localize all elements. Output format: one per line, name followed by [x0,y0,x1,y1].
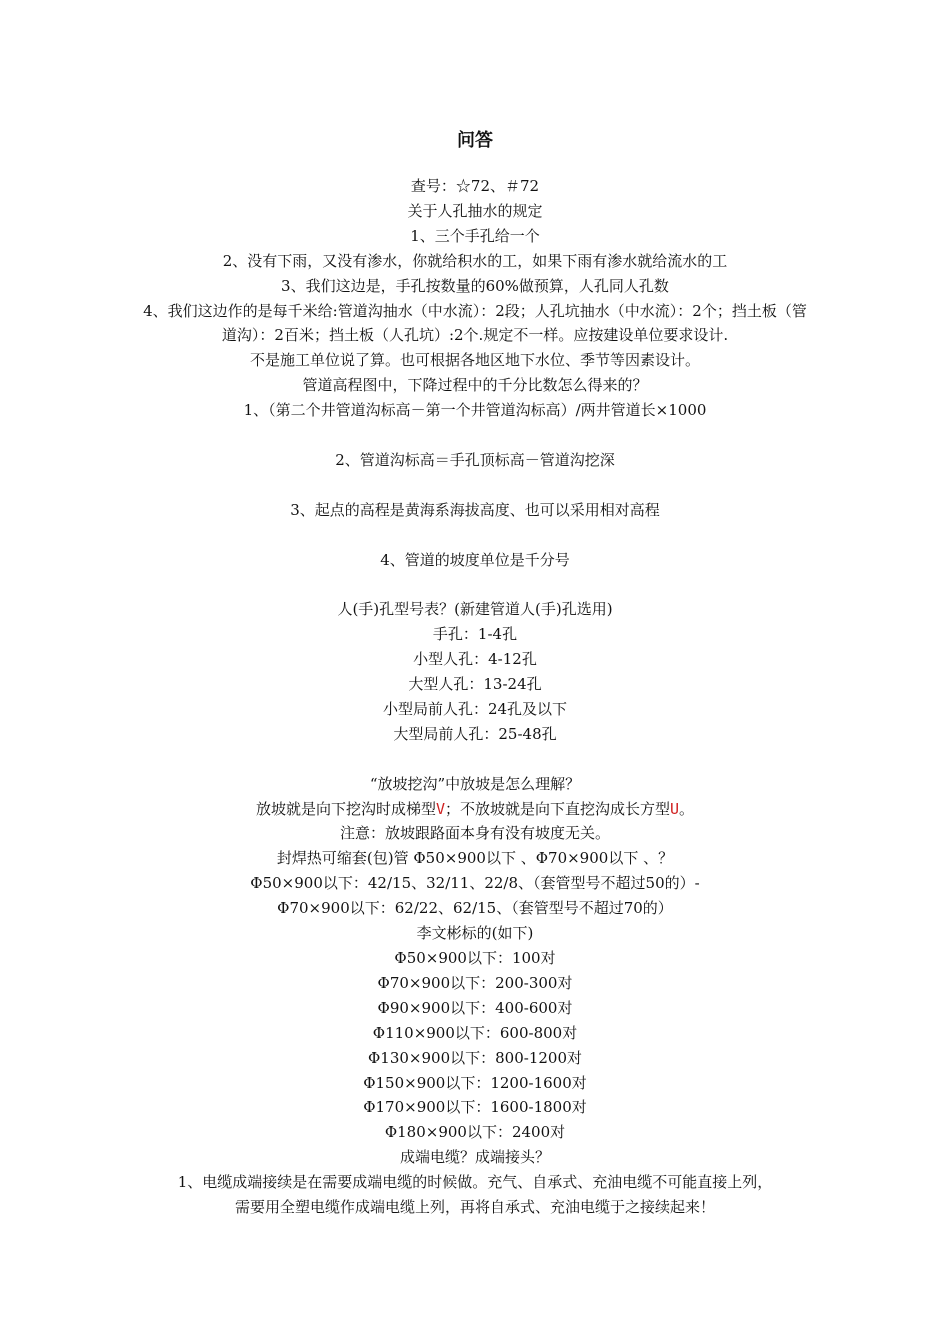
li-row: Φ70×900以下：200-300对 [377,973,573,992]
cable-question: 成端电缆？成端接头？ [399,1148,550,1167]
pump-rule-heading: 关于人孔抽水的规定 [407,201,543,220]
li-row: Φ110×900以下：600-800对 [372,1023,578,1042]
slope-answer-mid: ；不放坡就是向下直挖沟成长方型 [444,799,670,818]
elevation-answer-2: 2、管道沟标高＝手孔顶标高－管道沟挖深 [335,450,615,469]
pump-rule-2: 2、没有下雨，又没有渗水，你就给积水的工，如果下雨有渗水就给流水的工 [222,251,728,270]
document-body [140,174,810,1220]
manhole-type-5: 大型局前人孔：25-48孔 [393,724,557,743]
li-row: Φ50×900以下：100对 [394,949,556,968]
pump-rule-5: 不是施工单位说了算。也可根据各地区地下水位、季节等因素设计。 [249,351,700,370]
sleeve-answer-2: Φ70×900以下：62/22、62/15、（套管型号不超过70的） [277,899,673,918]
slope-answer [140,797,810,822]
manhole-type-3: 大型人孔：13-24孔 [408,675,542,694]
pump-rule-1: 1、三个手孔给一个 [410,226,540,245]
slope-v-mark: V [435,799,445,818]
sleeve-answer-1: Φ50×900以下：42/15、32/11、22/8、（套管型号不超过50的）- [250,874,700,893]
manhole-type-1: 手孔：1-4孔 [432,625,518,644]
slope-answer-pre: 放坡就是向下挖沟时成梯型 [255,799,436,818]
li-row: Φ150×900以下：1200-1600对 [363,1073,587,1092]
li-row: Φ180×900以下：2400对 [384,1123,566,1142]
cable-answer-1: 1、电缆成端接续是在需要成端电缆的时候做。充气、自承式、充油电缆不可能直接上列， [177,1173,773,1192]
slope-note: 注意：放坡跟路面本身有没有坡度无关。 [339,824,610,843]
slope-u-mark: U [670,799,680,818]
cable-answer-2: 需要用全塑电缆作成端电缆上列，再将自承式、充油电缆于之接续起来！ [234,1198,715,1217]
li-row: Φ170×900以下：1600-1800对 [363,1098,587,1117]
pump-rule-3: 3、我们这边是，手孔按数量的60%做预算，人孔同人孔数 [281,276,669,295]
manhole-question: 人(手)孔型号表？(新建管道人(手)孔选用) [337,600,613,619]
manhole-type-2: 小型人孔：4-12孔 [413,650,537,669]
page-title: 问答 [457,130,493,151]
manhole-type-4: 小型局前人孔：24孔及以下 [382,699,568,718]
slope-question: “放坡挖沟”中放坡是怎么理解？ [369,774,581,793]
elevation-answer-1: 1、（第二个井管道沟标高－第一个井管道沟标高）/两井管道长×1000 [243,401,707,420]
sleeve-question: 封焊热可缩套(包)管 Φ50×900以下 、Φ70×900以下 、？ [276,849,674,868]
li-row: Φ130×900以下：800-1200对 [368,1048,582,1067]
pump-rule-4: 4、我们这边作的是每千米给:管道沟抽水（中水流）：2段；人孔坑抽水（中水流）：2个；挡土板（管道沟）：2百米；挡土板（人孔坑）:2个.规定不一样。应按建设单位要求设计. [143,301,807,345]
li-row: Φ90×900以下：400-600对 [377,998,573,1017]
elevation-answer-4: 4、管道的坡度单位是千分号 [380,550,570,569]
elevation-answer-3: 3、起点的高程是黄海系海拔高度、也可以采用相对高程 [290,500,660,519]
elevation-question: 管道高程图中，下降过程中的千分比数怎么得来的？ [302,376,648,395]
li-heading: 李文彬标的(如下) [416,924,534,943]
lookup-line: 查号：☆72、＃72 [410,177,540,195]
slope-answer-end: 。 [679,799,695,818]
